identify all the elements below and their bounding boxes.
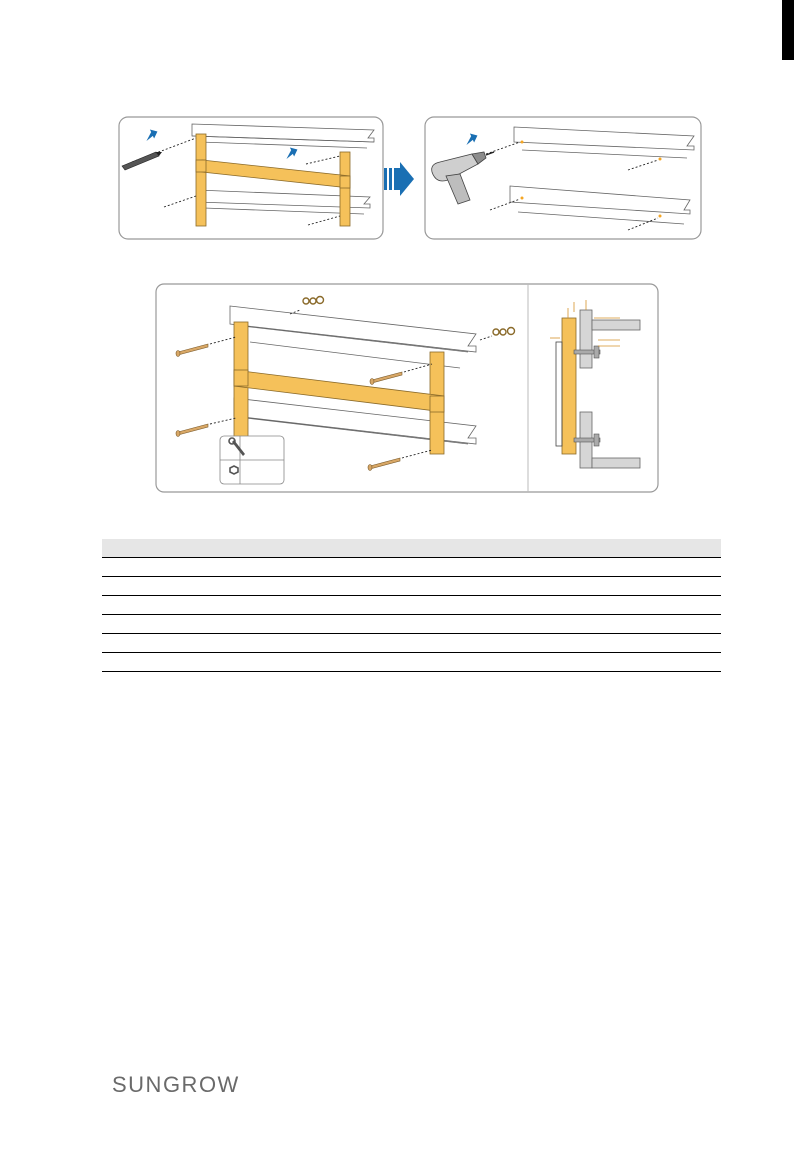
table-cell (102, 596, 721, 615)
next-step-arrow-icon (384, 162, 414, 196)
table-cell (102, 634, 721, 653)
mounting-steps-figure (112, 112, 712, 244)
table-header-row (102, 539, 721, 558)
table-cell (102, 653, 721, 672)
table-header-cell (102, 539, 721, 558)
marking-panel (119, 117, 383, 239)
table-row (102, 615, 721, 634)
parts-table (102, 539, 721, 672)
brand-logo: SUNGROW (112, 1072, 240, 1097)
table-cell (102, 615, 721, 634)
table-cell (102, 577, 721, 596)
bolt-installation-figure (150, 280, 666, 496)
table-row (102, 653, 721, 672)
drilling-panel (425, 117, 701, 239)
page-edge-tab (782, 0, 794, 60)
table-row (102, 558, 721, 577)
table-cell (102, 558, 721, 577)
table-row (102, 634, 721, 653)
tool-legend (220, 436, 284, 484)
table-row (102, 577, 721, 596)
table-row (102, 596, 721, 615)
